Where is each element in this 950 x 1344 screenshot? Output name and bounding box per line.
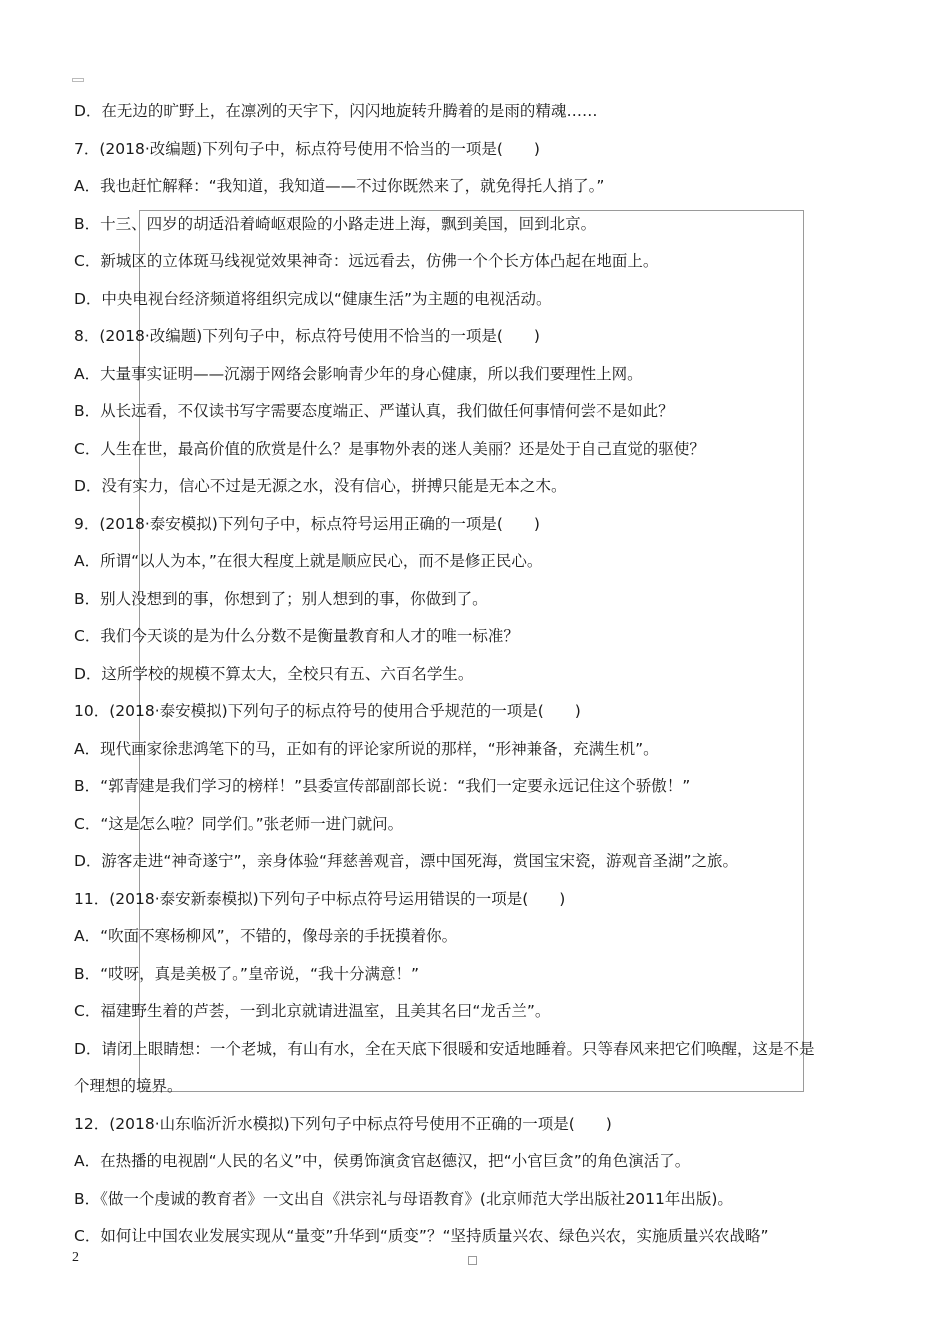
text-line: D．这所学校的规模不算太大，全校只有五、六百名学生。	[74, 664, 474, 683]
text-line: C．我们今天谈的是为什么分数不是衡量教育和人才的唯一标准？	[74, 627, 519, 645]
text-line: A．大量事实证明——沉溺于网络会影响青少年的身心健康，所以我们要理性上网。	[74, 364, 643, 383]
text-line: 12．(2018·山东临沂沂水模拟)下列句子中标点符号使用不正确的一项是( )	[74, 1114, 612, 1133]
text-line: A．现代画家徐悲鸿笔下的马，正如有的评论家所说的那样，“形神兼备，充满生机”。	[74, 739, 659, 758]
text-line: B．“哎呀，真是美极了。”皇帝说，“我十分满意！”	[74, 964, 420, 983]
text-line: D．游客走进“神奇遂宁”，亲身体验“拜慈善观音，漂中国死海，赏国宝宋瓷，游观音圣湖”之旅。	[74, 852, 739, 870]
document-body	[74, 93, 880, 1256]
text-line: C．福建野生着的芦荟，一到北京就请进温室，且美其名曰“龙舌兰”。	[74, 1002, 551, 1020]
text-line: A．在热播的电视剧“人民的名义”中，侯勇饰演贪官赵德汉，把“小官巨贪”的角色演活了。	[74, 1152, 691, 1170]
text-line: C．如何让中国农业发展实现从“量变”升华到“质变”？“坚持质量兴农、绿色兴农，实施质量兴农战略”	[74, 1227, 769, 1245]
text-line: 9．(2018·泰安模拟)下列句子中，标点符号运用正确的一项是( )	[74, 514, 540, 533]
text-line: A．“吹面不寒杨柳风”，不错的，像母亲的手抚摸着你。	[74, 927, 458, 945]
text-line: C．新城区的立体斑马线视觉效果神奇：远远看去，仿佛一个个长方体凸起在地面上。	[74, 252, 659, 270]
text-line: D．中央电视台经济频道将组织完成以“健康生活”为主题的电视活动。	[74, 289, 552, 308]
page-number: 2	[72, 1250, 79, 1265]
text-line: 7．(2018·改编题)下列句子中，标点符号使用不恰当的一项是( )	[74, 139, 540, 158]
text-line: D．在无边的旷野上，在凛冽的天宇下，闪闪地旋转升腾着的是雨的精魂……	[74, 102, 598, 120]
text-line: A．我也赶忙解释：“我知道，我知道——不过你既然来了，就免得托人捎了。”	[74, 177, 605, 195]
text-line: D．请闭上眼睛想：一个老城，有山有水，全在天底下很暖和安适地睡着。只等春风来把它们唤醒，这是不是	[74, 1039, 815, 1058]
text-line: D．没有实力，信心不过是无源之水，没有信心，拼搏只能是无本之木。	[74, 477, 567, 495]
text-line: C．“这是怎么啦？同学们。”张老师一进门就问。	[74, 814, 404, 833]
top-marker	[72, 78, 84, 82]
text-line: B．从长远看，不仅读书写字需要态度端正、严谨认真，我们做任何事情何尝不是如此？	[74, 402, 674, 420]
text-line: 8．(2018·改编题)下列句子中，标点符号使用不恰当的一项是( )	[74, 327, 540, 345]
text-line: 10．(2018·泰安模拟)下列句子的标点符号的使用合乎规范的一项是( )	[74, 702, 581, 720]
bottom-marker	[468, 1256, 477, 1265]
text-line: 个理想的境界。	[74, 1077, 183, 1095]
text-line: B．别人没想到的事，你想到了；别人想到的事，你做到了。	[74, 589, 488, 608]
text-line: A．所谓“以人为本，”在很大程度上就是顺应民心，而不是修正民心。	[74, 552, 543, 570]
text-line: B．十三、四岁的胡适沿着崎岖艰险的小路走进上海，飘到美国，回到北京。	[74, 214, 597, 233]
text-line: C．人生在世，最高价值的欣赏是什么？是事物外表的迷人美丽？还是处于自己直觉的驱使？	[74, 439, 705, 458]
text-line: B．“郭青建是我们学习的榜样！”县委宣传部副部长说：“我们一定要永远记住这个骄傲！”	[74, 777, 691, 795]
text-line: B．《做一个虔诚的教育者》一文出自《洪宗礼与母语教育》(北京师范大学出版社2011年出版)。	[74, 1189, 733, 1208]
text-line: 11．(2018·泰安新泰模拟)下列句子中标点符号运用错误的一项是( )	[74, 889, 566, 908]
